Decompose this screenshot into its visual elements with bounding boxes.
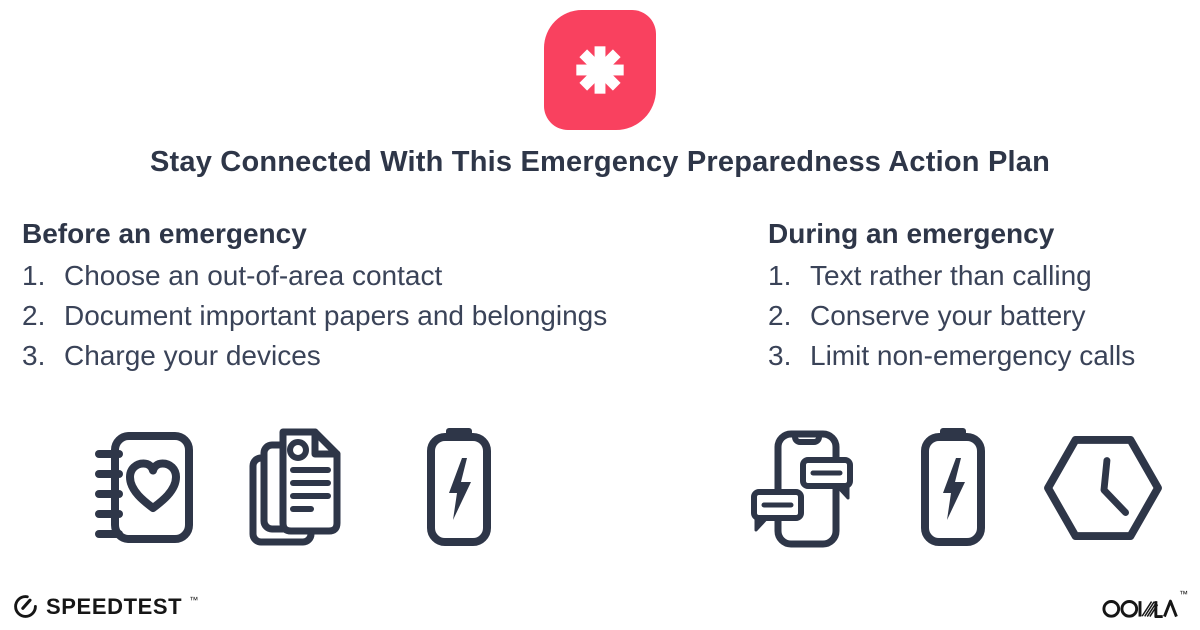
list-number: 2.	[22, 300, 46, 331]
ookla-wordmark	[1101, 596, 1179, 620]
list-item	[768, 340, 1188, 380]
before-emergency-heading: Before an emergency	[22, 218, 307, 249]
list-text: Text rather than calling	[810, 260, 1092, 291]
ookla-trademark: ™	[1179, 589, 1188, 599]
list-text: Limit non-emergency calls	[810, 340, 1136, 371]
speedtest-logo	[12, 593, 198, 620]
list-number: 3.	[768, 340, 792, 371]
list-number: 1.	[768, 260, 792, 291]
asterisk-icon	[568, 38, 632, 102]
list-item	[22, 260, 722, 300]
during-emergency-heading: During an emergency	[768, 218, 1055, 249]
contacts-notebook-icon	[93, 430, 193, 545]
list-number: 2.	[768, 300, 792, 331]
before-emergency-section	[22, 218, 722, 380]
during-emergency-section	[768, 218, 1188, 380]
list-number: 1.	[22, 260, 46, 291]
speedtest-trademark: ™	[189, 594, 199, 605]
list-item	[22, 340, 722, 380]
phone-texting-icon	[748, 430, 858, 548]
speedtest-wordmark: SPEEDTEST	[46, 593, 183, 619]
speedtest-gauge-icon	[12, 593, 39, 620]
ookla-logo	[1101, 589, 1188, 620]
battery-charging-icon	[920, 428, 986, 546]
battery-charging-icon	[426, 428, 492, 546]
list-text: Choose an out-of-area contact	[64, 260, 443, 291]
list-item	[768, 260, 1188, 300]
asterisk-tile	[544, 10, 656, 130]
list-text: Document important papers and belongings	[64, 300, 608, 331]
important-documents-icon	[247, 426, 347, 548]
page-title: Stay Connected With This Emergency Preparedness Action Plan	[149, 146, 1051, 178]
list-text: Conserve your battery	[810, 300, 1086, 331]
list-item	[768, 300, 1188, 340]
list-item	[22, 300, 722, 340]
clock-icon	[1042, 434, 1164, 542]
list-number: 3.	[22, 340, 46, 371]
list-text: Charge your devices	[64, 340, 321, 371]
